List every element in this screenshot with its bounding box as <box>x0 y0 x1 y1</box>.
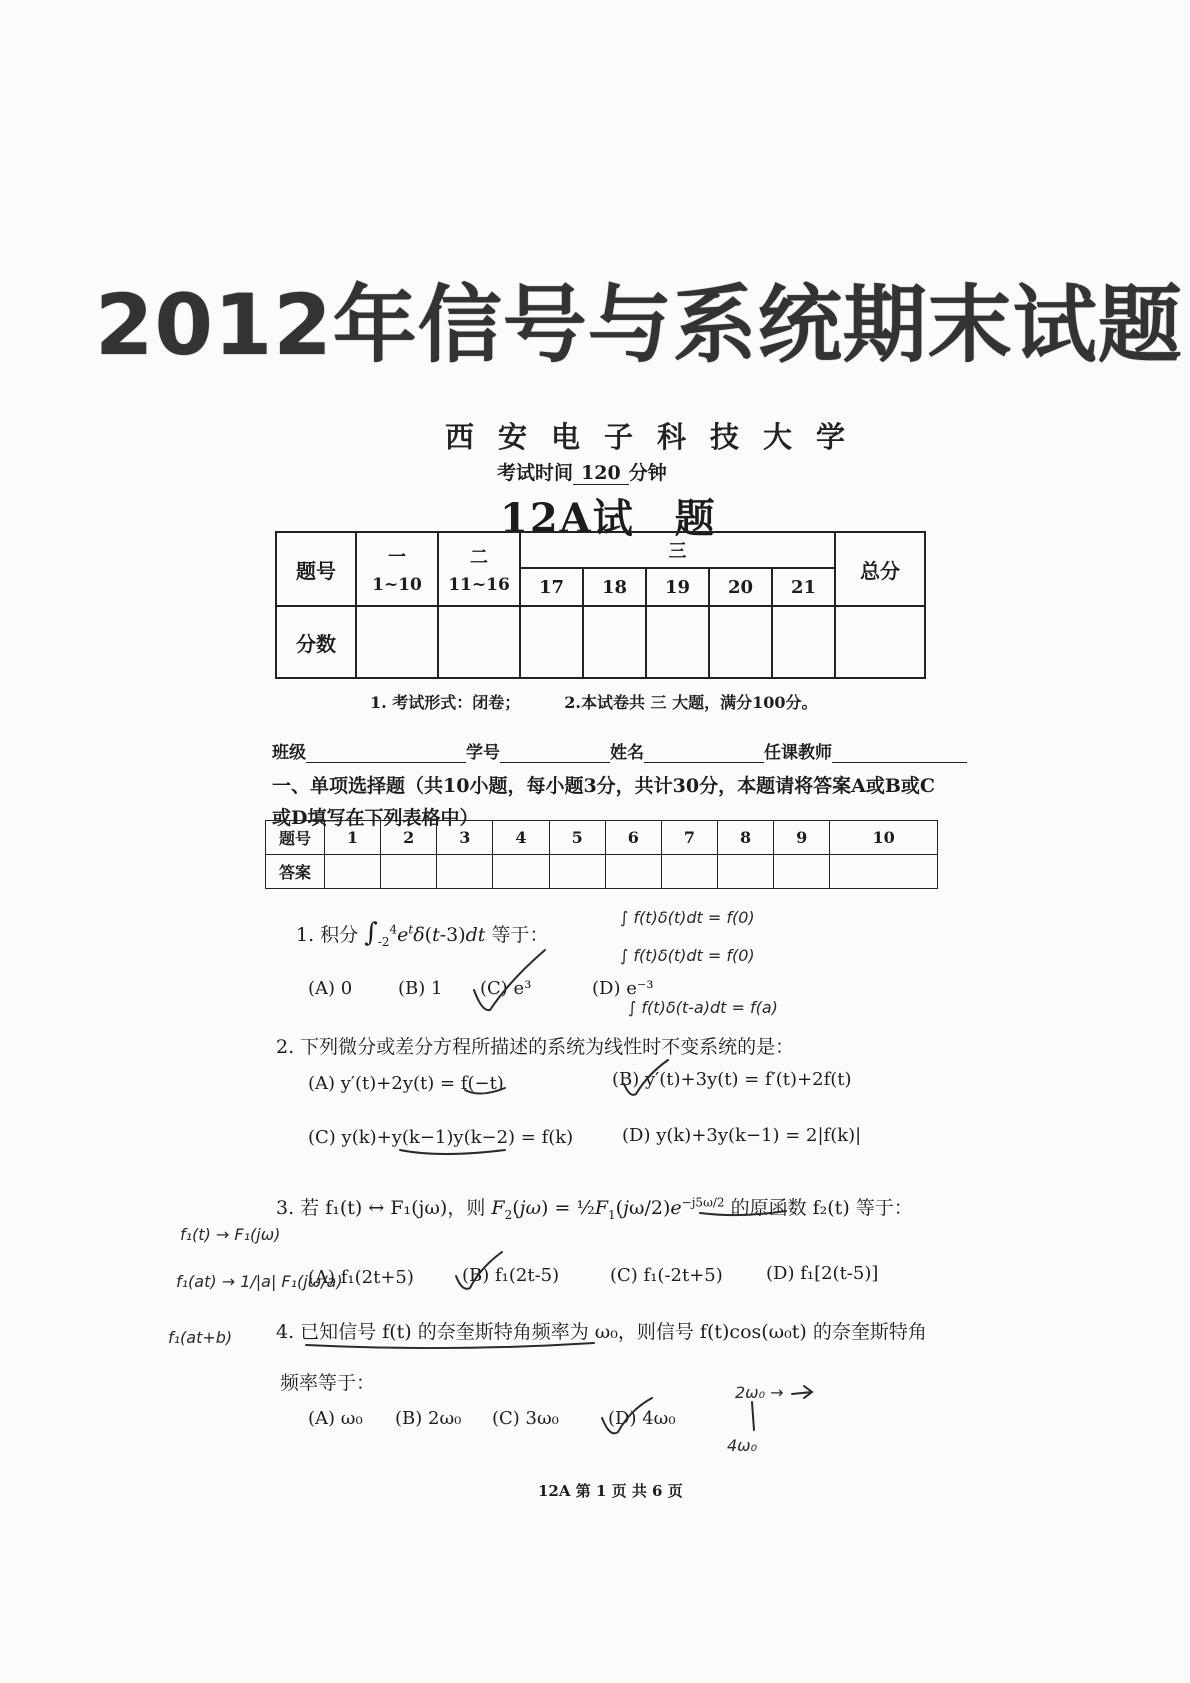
q3-option-c: (C) f₁(-2t+5) <box>610 1265 723 1286</box>
check-mark-q2 <box>624 1060 668 1095</box>
handwriting-note: ∫ f(t)δ(t)dt = f(0) <box>620 946 755 965</box>
handwriting-note: ∫ f(t)δ(t-a)dt = f(a) <box>628 998 778 1017</box>
info-teacher-label: 任课教师 <box>764 743 832 763</box>
q2-option-c: (C) y(k)+y(k−1)y(k−2) = f(k) <box>308 1127 574 1148</box>
q1-option-d: (D) e⁻³ <box>592 978 654 999</box>
score-sub-21: 21 <box>772 568 835 606</box>
check-mark-q4 <box>602 1398 652 1433</box>
q4-option-c: (C) 3ω₀ <box>492 1408 559 1429</box>
check-mark-q1 <box>474 950 545 1010</box>
question-4-text-b: 频率等于： <box>280 1372 376 1394</box>
q3-option-b: (B) f₁(2t-5) <box>462 1265 560 1286</box>
handwriting-note: f₁(t) → F₁(jω) <box>180 1225 281 1244</box>
question-4-text-a: 4. 已知信号 f(t) 的奈奎斯特角频率为 ω₀，则信号 f(t)cos(ω₀t) 的奈奎斯特角 <box>276 1321 927 1343</box>
question-3-text-a: 3. 若 f₁(t) ↔ F₁(jω)，则 <box>276 1197 486 1219</box>
note-1: 1. 考试形式：闭卷； <box>370 693 521 712</box>
question-3-text-b: 的原函数 f₂(t) 等于： <box>730 1197 913 1219</box>
answer-number: 2 <box>381 821 437 855</box>
handwriting-note: 4ω₀ <box>727 1436 757 1455</box>
q4-option-b: (B) 2ω₀ <box>395 1408 462 1429</box>
answer-number: 4 <box>493 821 549 855</box>
underline-q2c <box>400 1150 505 1154</box>
handwriting-note: 2ω₀ → <box>735 1383 784 1402</box>
exam-time-suffix: 分钟 <box>628 462 667 484</box>
score-sub-19: 19 <box>646 568 709 606</box>
score-group-1-range: 1~10 <box>372 575 422 595</box>
hand-arrow <box>792 1386 812 1398</box>
score-sub-17: 17 <box>520 568 583 606</box>
note-2: 2.本试卷共 三 大题，满分100分。 <box>564 693 818 712</box>
question-2-text: 2. 下列微分或差分方程所描述的系统为线性时不变系统的是： <box>276 1036 795 1058</box>
q2-option-d: (D) y(k)+3y(k−1) = 2|f(k)| <box>622 1125 862 1146</box>
q4-option-d: (D) 4ω₀ <box>608 1408 676 1429</box>
score-total-label: 总分 <box>835 532 925 606</box>
score-group-1-name: 一 <box>388 547 406 568</box>
answer-table-row1-label: 题号 <box>266 821 325 855</box>
answer-number: 9 <box>774 821 830 855</box>
question-1-integral: $\int_{-2}^4e^t\delta(t-3)dt$ <box>364 918 486 949</box>
score-sub-18: 18 <box>583 568 646 606</box>
info-class-label: 班级 <box>272 743 306 763</box>
answer-number: 10 <box>830 821 938 855</box>
q1-option-a: (A) 0 <box>308 978 353 999</box>
school-name: 西安电子科技大学 <box>445 420 870 454</box>
exam-time-value: 120 <box>573 462 629 485</box>
paper-title-word: 题 <box>674 495 717 542</box>
score-group-2-name: 二 <box>470 547 488 568</box>
answer-number: 5 <box>549 821 605 855</box>
q2-option-a: (A) y′(t)+2y(t) = f(−t) <box>308 1073 504 1094</box>
answer-number: 3 <box>437 821 493 855</box>
q4-option-a: (A) ω₀ <box>308 1408 363 1429</box>
answer-number: 6 <box>605 821 661 855</box>
section-one-heading: 一、单项选择题（共10小题，每小题3分，共计30分，本题请将答案A或B或C或D填写在下列表格中） <box>272 775 936 829</box>
handwriting-note: f₁(at) → 1/|a| F₁(jω/a) <box>176 1272 343 1291</box>
q2-option-b: (B) y′(t)+3y(t) = f′(t)+2f(t) <box>612 1069 852 1090</box>
underline-q2a <box>465 1088 505 1094</box>
question-1-text: 1. 积分 <box>296 924 359 946</box>
question-3-formula: $F_2(j\omega)$ = $\frac{1}{2}F_1(j\omega/2)e^{-j5\omega/2}$ <box>491 1195 725 1222</box>
score-sub-20: 20 <box>709 568 772 606</box>
exam-time-prefix: 考试时间 <box>497 462 574 484</box>
score-table-row2-label: 分数 <box>276 606 356 678</box>
score-table-row1-label: 题号 <box>276 532 356 606</box>
answer-number: 7 <box>661 821 717 855</box>
info-id-label: 学号 <box>466 743 500 763</box>
check-mark-q3 <box>456 1252 502 1289</box>
underline-q4 <box>306 1343 594 1348</box>
score-group-3-name: 三 <box>520 532 835 568</box>
score-group-2-range: 11~16 <box>448 575 510 595</box>
question-1-tail: 等于： <box>491 924 549 946</box>
info-name-label: 姓名 <box>610 743 644 763</box>
answer-table-row2-label: 答案 <box>266 855 325 889</box>
q1-option-c: (C) e³ <box>480 978 532 999</box>
q3-option-a: (A) f₁(2t+5) <box>308 1267 414 1288</box>
q3-option-d: (D) f₁[2(t-5)] <box>766 1263 879 1284</box>
document-title: 2012年信号与系统期末试题 <box>95 276 1183 374</box>
q1-option-b: (B) 1 <box>398 978 443 999</box>
paper-code: 12A试 <box>500 495 635 542</box>
handwriting-note: f₁(at+b) <box>168 1328 233 1347</box>
answer-number: 1 <box>325 821 381 855</box>
answer-number: 8 <box>717 821 773 855</box>
handwriting-note: ∫ f(t)δ(t)dt = f(0) <box>620 908 755 927</box>
page-footer: 12A 第 1 页 共 6 页 <box>538 1482 683 1500</box>
underline-q3 <box>700 1211 786 1215</box>
hand-arrow-down <box>752 1402 754 1430</box>
